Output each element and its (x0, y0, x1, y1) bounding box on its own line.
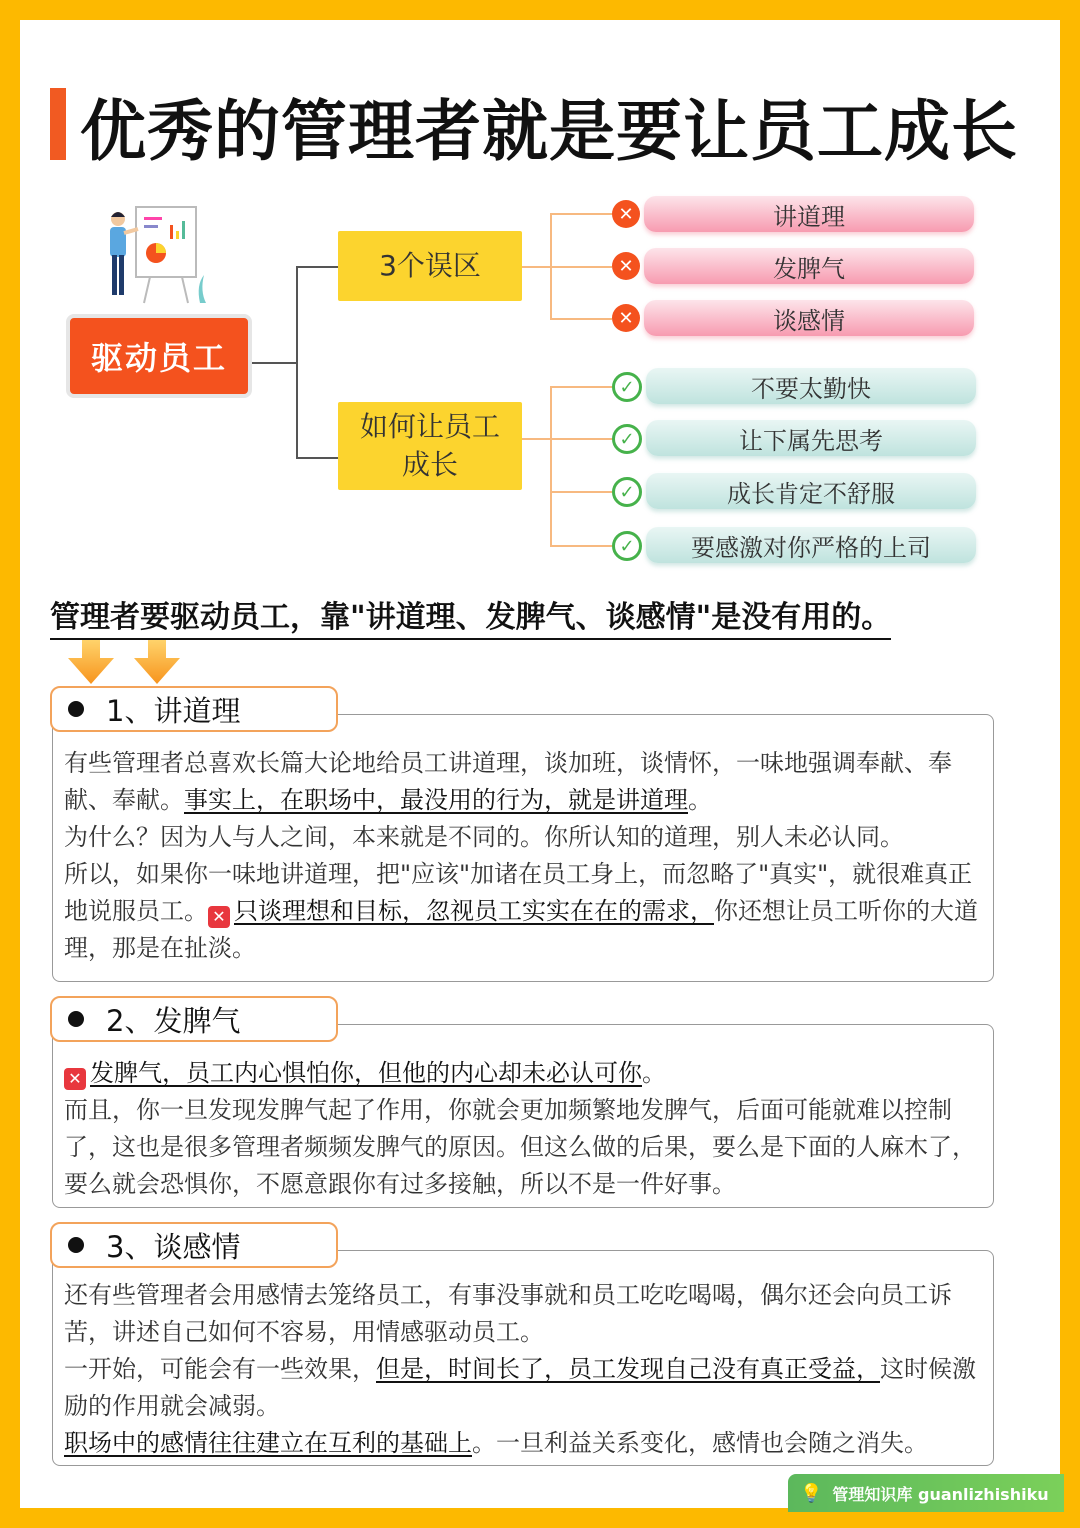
footer-brand (788, 1474, 1064, 1512)
summary-statement: 管理者要驱动员工，靠"讲道理、发脾气、谈感情"是没有用的。 (50, 592, 891, 640)
branch-grow-line2: 成长 (401, 448, 458, 481)
leaf-bad-3: 谈感情 (644, 300, 974, 336)
section-3-title: 3、谈感情 (106, 1229, 241, 1264)
good-tick-2 (550, 438, 612, 440)
leaf-good-4: 要感激对你严格的上司 (646, 527, 976, 563)
x-icon: ✕ (612, 200, 640, 228)
presenter-illustration (100, 205, 210, 305)
leaf-good-3: 成长肯定不舒服 (646, 473, 976, 509)
check-icon: ✓ (612, 531, 642, 561)
down-arrow-icon (66, 640, 116, 684)
good-tick-4 (550, 545, 612, 547)
bad-tick-3 (550, 318, 612, 320)
text: 。 (688, 786, 712, 814)
root-connector (248, 362, 296, 364)
emphasis-text: 但是，时间长了，员工发现自己没有真正受益， (376, 1355, 880, 1383)
down-arrow-icon (132, 640, 182, 684)
section-3-heading (50, 1222, 338, 1268)
good-tick-3 (550, 491, 612, 493)
branch-mistakes: 3个误区 (338, 231, 522, 301)
bullet-icon (68, 701, 84, 717)
x-icon: ✕ (612, 252, 640, 280)
check-icon: ✓ (612, 477, 642, 507)
check-icon: ✓ (612, 424, 642, 454)
bullet-icon (68, 1237, 84, 1253)
section-1-body (64, 745, 984, 967)
bad-tick-1 (550, 213, 612, 215)
trunk-connector (296, 266, 298, 458)
emphasis-text: 职场中的感情往往建立在互利的基础上 (64, 1429, 472, 1457)
section-2-title: 2、发脾气 (106, 1003, 241, 1038)
mindmap-root: 驱动员工 (66, 314, 252, 398)
leaf-bad-1: 讲道理 (644, 196, 974, 232)
leaf-good-2: 让下属先思考 (646, 420, 976, 456)
good-connector-h (522, 438, 550, 440)
text: 。一旦利益关系变化，感情也会随之消失。 (472, 1429, 928, 1457)
section-2-heading (50, 996, 338, 1042)
emphasis-text: 事实上，在职场中，最没用的行为，就是讲道理 (184, 786, 688, 814)
leaf-good-1: 不要太勤快 (646, 368, 976, 404)
text: 所以，如果你一味地讲道理，把"应该"加诸在员工身上，而忽略了"真实"，就很难真正地说服员工。 (64, 860, 973, 925)
lightbulb-icon: 💡 (800, 1482, 823, 1504)
title-accent-bar (50, 88, 66, 160)
x-icon: ✕ (64, 1068, 86, 1090)
text: 。 (642, 1059, 666, 1087)
page-title: 优秀的管理者就是要让员工成长 (80, 93, 1018, 170)
emphasis-text: 只谈理想和目标，忽视员工实实在在的需求， (234, 897, 714, 925)
text: 而且，你一旦发现发脾气起了作用，你就会更加频繁地发脾气，后面可能就难以控制了，这也是很多管理者频频发脾气的原因。但这么做的后果，要么是下面的人麻木了，要么就会恐惧你，不愿意跟你有过多接触，所以不是一件好事。 (64, 1096, 976, 1198)
section-1-title: 1、讲道理 (106, 693, 241, 728)
text: 还有些管理者会用感情去笼络员工，有事没事就和员工吃吃喝喝，偶尔还会向员工诉苦，讲述自己如何不容易，用情感驱动员工。 (64, 1281, 952, 1346)
text: 这时候激励的作用就会减弱。 (64, 1355, 976, 1420)
emphasis-text: 发脾气，员工内心惧怕你，但他的内心却未必认可你 (90, 1059, 642, 1087)
text: 有些管理者总喜欢长篇大论地给员工讲道理，谈加班，谈情怀，一味地强调奉献、奉献、奉献。 (64, 749, 952, 814)
good-connector-v (550, 386, 552, 546)
bullet-icon (68, 1011, 84, 1027)
check-icon: ✓ (612, 372, 642, 402)
section-1-heading (50, 686, 338, 732)
text: 你还想让员工听你的大道理，那是在扯淡。 (64, 897, 978, 962)
good-tick-1 (550, 386, 612, 388)
text: 为什么？因为人与人之间，本来就是不同的。你所认知的道理，别人未必认同。 (64, 823, 904, 851)
x-icon: ✕ (612, 304, 640, 332)
section-2-body (64, 1055, 984, 1203)
branch1-connector (296, 266, 338, 268)
branch2-connector (296, 457, 338, 459)
leaf-bad-2: 发脾气 (644, 248, 974, 284)
bad-tick-2 (550, 266, 612, 268)
section-3-body (64, 1277, 984, 1462)
text: 一开始，可能会有一些效果， (64, 1355, 376, 1383)
footer-text: 管理知识库 guanlizhishiku (832, 1484, 1049, 1504)
bad-connector-h (522, 266, 550, 268)
branch-grow (338, 402, 522, 490)
x-icon: ✕ (208, 906, 230, 928)
branch-grow-line1: 如何让员工 (359, 410, 500, 443)
